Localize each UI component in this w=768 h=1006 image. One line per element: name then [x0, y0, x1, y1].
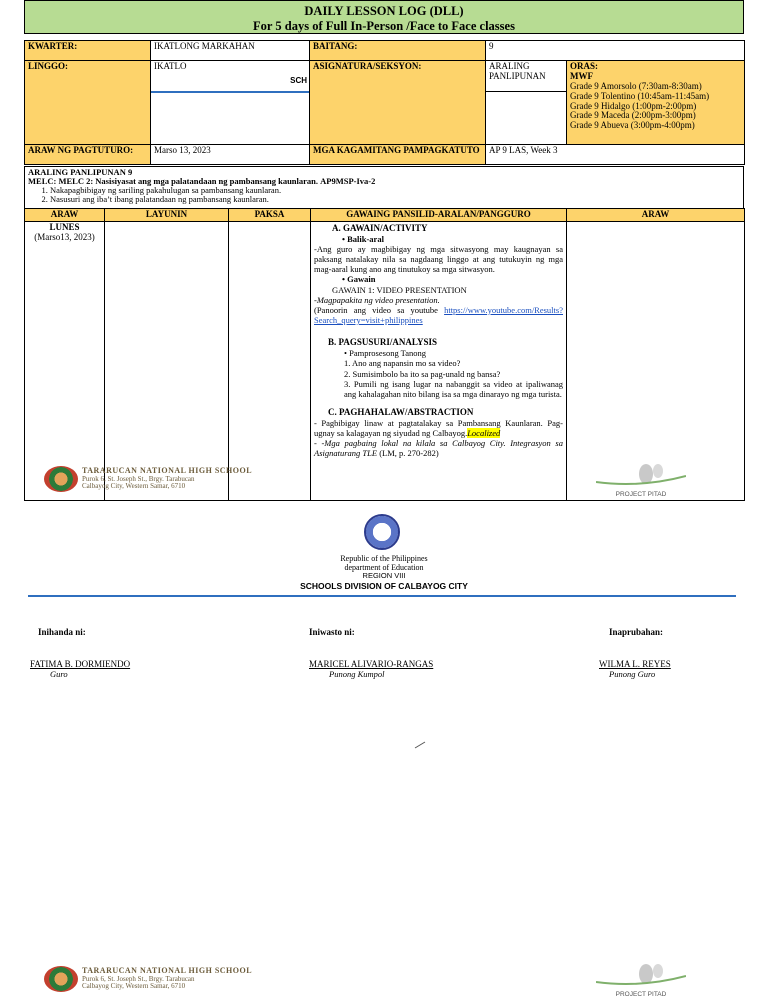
footprint-icon [596, 462, 686, 486]
question-2: 2. Sumisimbolo ba ito sa pag-unald ng bansa? [344, 368, 501, 379]
region-text: REGION VIII [362, 571, 406, 581]
schedule-item: Grade 9 Abueva (3:00pm-4:00pm) [570, 120, 695, 131]
oras-days: MWF [570, 70, 593, 81]
kwarter-label: KWARTER: [25, 41, 151, 61]
checked-role: Punong Kumpol [329, 669, 385, 679]
question-3: 3. Pumili ng isang lugar na nabanggit sa video at ipaliwanag ang kahalagahan nito bilang isa sa mga dinarayo ng mga turista. [344, 378, 563, 399]
iniwasto-label: Iniwasto ni: [309, 627, 355, 637]
kagamitan-label: MGA KAGAMITANG PAMPAGKATUTO [310, 145, 486, 165]
school-brand-2 [44, 966, 252, 992]
division-text: SCHOOLS DIVISION OF CALBAYOG CITY [300, 581, 468, 591]
linggo-cell [151, 61, 310, 145]
paksa-cell [229, 221, 311, 500]
balik-description: -Ang guro ay magbibigay ng mga sitwasyong may kaugnayan sa paksang natalakay nila sa nagdaang linggo at ang tutukuyin ng mga mag-aaral kung ano ang tinutukoy sa mga sitwasyon. [314, 243, 563, 275]
day-cell [25, 221, 105, 500]
gawain1-title: GAWAIN 1: VIDEO PRESENTATION [332, 284, 467, 295]
stray-mark-icon [414, 741, 426, 749]
melc-objectives [28, 186, 740, 204]
panoorin-line [314, 305, 563, 325]
footprint-icon [596, 962, 686, 986]
activity-cell [311, 221, 567, 500]
localized-highlight: Localized [467, 428, 501, 439]
col-layunin: LAYUNIN [105, 209, 229, 222]
activity-b-title: B. PAGSUSURI/ANALYSIS [328, 337, 438, 348]
kagamitan-value: AP 9 LAS, Week 3 [486, 145, 745, 165]
asignatura-value: ARALING PANLIPUNAN [486, 61, 566, 92]
melc-code: AP9MSP-Iva-2 [320, 175, 376, 186]
project-name: PROJECT PITAD [615, 491, 667, 498]
republic-text: Republic of the Philippines [340, 554, 428, 563]
school-address: Purok 6, St. Joseph St., Brgy. Tarabucan [82, 474, 195, 483]
activity-c-title: C. PAGHAHALAW/ABSTRACTION [328, 407, 474, 418]
abstraction-1 [314, 418, 563, 438]
school-text-2 [82, 967, 252, 990]
kwarter-value: IKATLONG MARKAHAN [151, 41, 310, 61]
melc-subject: ARALING PANLIPUNAN 9 [28, 167, 133, 177]
day-name: LUNES [49, 221, 80, 232]
cell-blue-line [151, 91, 309, 93]
lesson-table [24, 208, 744, 501]
araw-label: ARAW NG PAGTUTURO: [25, 145, 151, 165]
abstraction-1-text: - Pagbibigay linaw at pagtatalakay sa Pambansang Kaunlaran. Pag-ugnay sa kalagayan ng siyudad ng Calbayog. [314, 417, 563, 439]
school-address: Calbayog City, Western Samar, 6710 [82, 482, 186, 491]
col-araw-2: ARAW [567, 209, 745, 222]
school-logo-icon [44, 466, 78, 492]
youtube-link[interactable]: https://www.youtube.com/Results?Search_query=visit+philippines [314, 305, 563, 326]
sch-fragment: SCH [290, 76, 307, 85]
schedule-item: Grade 9 Hidalgo (1:00pm-2:00pm) [570, 100, 697, 111]
inihanda-label: Inihanda ni: [38, 627, 86, 637]
deped-seal-icon [364, 514, 400, 550]
department-text: department of Education [344, 563, 424, 573]
abstraction-2-ref: (LM, p. 270-282) [377, 448, 439, 459]
project-brand-2 [596, 962, 686, 998]
gawain-bullet: • Gawain [342, 274, 376, 285]
baitang-label: BAITANG: [310, 41, 486, 61]
asignatura-label: ASIGNATURA/SEKSYON: [310, 61, 486, 145]
approved-role: Punong Guro [609, 669, 656, 679]
pamprosesong-text: Pamprosesong Tanong [349, 348, 427, 359]
schedule-item: Grade 9 Maceda (2:00pm-3:00pm) [570, 110, 696, 121]
abstraction-2 [314, 438, 563, 458]
abstraction-2-text: - -Mga pagbaing lokal na kilala sa Calbayog City. Integrasyon sa Asignaturang TLE [314, 438, 563, 459]
question-1: 1. Ano ang napansin mo sa video? [344, 358, 461, 369]
school-name: TARARUCAN NATIONAL HIGH SCHOOL [82, 966, 253, 976]
col-gawain: GAWAING PANSILID-ARALAN/PANGGURO [311, 209, 567, 222]
araw-value: Marso 13, 2023 [151, 145, 310, 165]
video-text: -Magpapakita ng video presentation. [314, 294, 440, 305]
info-table [24, 40, 744, 165]
approved-signature [599, 659, 671, 679]
project-brand [596, 462, 686, 498]
dll-title: DAILY LESSON LOG (DLL) [304, 4, 464, 18]
prepared-name: FATIMA B. DORMIENDO [30, 659, 131, 669]
spacer [314, 325, 563, 337]
col-araw: ARAW [25, 209, 105, 222]
layunin-cell [105, 221, 229, 500]
oras-cell [567, 61, 745, 145]
inaprubahan-label: Inaprubahan: [609, 627, 664, 637]
melc-objective: 2. Nasusuri ang iba’t ibang palatandaan ng pambansang kaunlaran. [50, 195, 740, 204]
school-brand [44, 466, 252, 492]
balik-aral: • Balik-aral [342, 233, 384, 244]
pamprosesong: • Pamprosesong Tanong [344, 348, 427, 359]
schedule-item: Grade 9 Tolentino (10:45am-11:45am) [570, 90, 710, 101]
linggo-value: IKATLO [154, 61, 187, 71]
melc-block [24, 166, 744, 208]
division-divider [28, 595, 736, 597]
balik-aral-text: Balik-aral [347, 233, 384, 244]
prepared-role: Guro [50, 669, 68, 679]
melc-text: MELC: MELC 2: Nasisiyasat ang mga palatandaan ng pambansang kaunlaran. [28, 175, 319, 186]
checked-name: MARICEL ALIVARIO-RANGAS [309, 659, 434, 669]
dll-subtitle: For 5 days of Full In-Person /Face to Face classes [253, 19, 515, 33]
project-name: PROJECT PITAD [615, 991, 667, 998]
prepared-signature [30, 659, 130, 679]
school-address: Purok 6, St. Joseph St., Brgy. Tarabucan [82, 974, 195, 983]
spacer [314, 399, 563, 407]
day-date: (Marso13, 2023) [34, 231, 95, 242]
araw-2-cell [567, 221, 745, 500]
dll-header [24, 0, 744, 34]
checked-signature [309, 659, 433, 679]
linggo-label: LINGGO: [25, 61, 151, 145]
col-paksa: PAKSA [229, 209, 311, 222]
school-text [82, 467, 252, 490]
oras-label: ORAS: [570, 61, 599, 71]
gawain-text: Gawain [347, 274, 376, 285]
baitang-value: 9 [486, 41, 745, 61]
school-address: Calbayog City, Western Samar, 6710 [82, 982, 186, 991]
approved-name: WILMA L. REYES [599, 659, 671, 669]
asignatura-cell [486, 61, 567, 145]
school-logo-icon [44, 966, 78, 992]
school-name: TARARUCAN NATIONAL HIGH SCHOOL [82, 466, 253, 476]
panoorin-text: (Panoorin ang video sa youtube [314, 305, 445, 315]
agency-block [284, 554, 484, 592]
melc-objective: 1. Nakapagbibigay ng sariling pakahulugan sa pambansang kaunlaran. [50, 186, 740, 195]
activity-a-title: A. GAWAIN/ACTIVITY [332, 222, 428, 233]
schedule-item: Grade 9 Amorsolo (7:30am-8:30am) [570, 80, 702, 91]
